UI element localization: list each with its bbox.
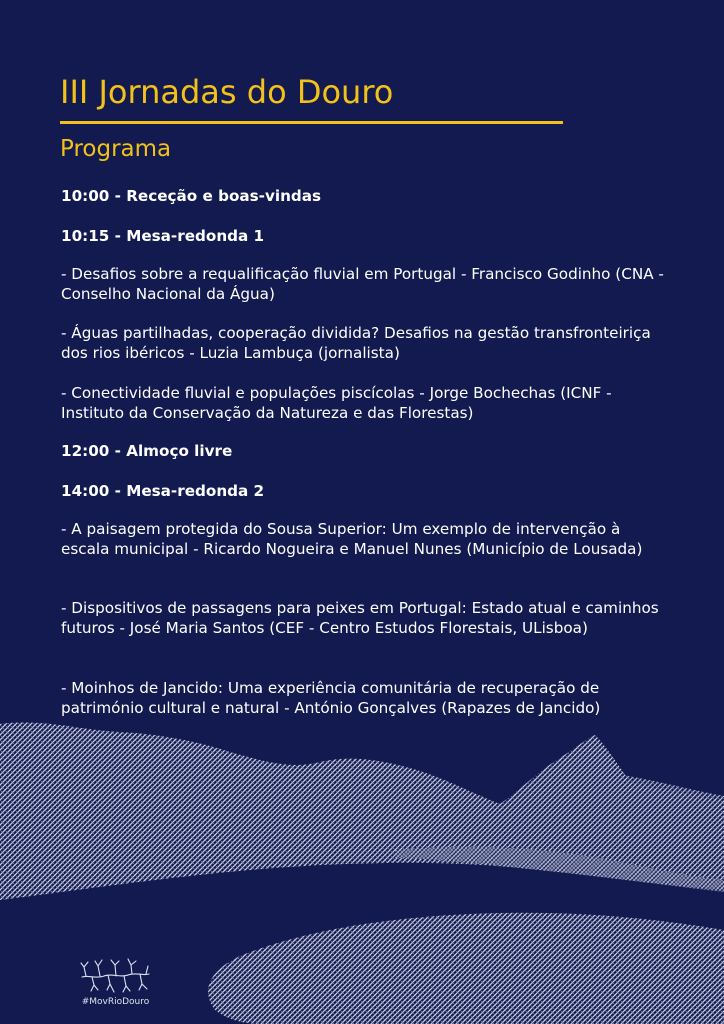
hashtag-label: #MovRioDouro [81,997,150,1007]
program-item-talk: - Águas partilhadas, cooperação dividida? Desafios na gestão transfronteiriça dos rios ibéricos - Luzia Lambuça (jornalista) [61,324,651,362]
page-title: III Jornadas do Douro [60,73,394,111]
page-subtitle: Programa [60,136,172,162]
program-item-roundtable-1: 10:15 - Mesa-redonda 1 [61,227,265,245]
river-network-logo-icon [80,957,151,995]
program-item-talk: - Dispositivos de passagens para peixes em Portugal: Estado atual e caminhos futuros - José Maria Santos (CEF - Centro Estudos Florestais, ULisboa) [61,599,659,637]
program-item-talk: - Moinhos de Jancido: Uma experiência comunitária de recuperação de património cultural e natural - António Gonçalves (Rapazes de Jancido) [61,679,601,717]
program-item-talk: - A paisagem protegida do Sousa Superior: Um exemplo de intervenção à escala municipal - Ricardo Nogueira e Manuel Nunes (Município de Lousada) [61,520,643,558]
program-item-welcome: 10:00 - Receção e boas-vindas [61,187,322,205]
hashtag-badge [64,947,167,1024]
program-item-roundtable-2: 14:00 - Mesa-redonda 2 [61,482,265,500]
program-item-talk: - Conectividade fluvial e populações piscícolas - Jorge Bochechas (ICNF - Instituto da Conservação da Natureza e das Florestas) [61,384,612,422]
program-item-talk: - Desafios sobre a requalificação fluvial em Portugal - Francisco Godinho (CNA - Conselho Nacional da Água) [61,265,664,303]
title-underline [60,121,563,124]
program-item-lunch: 12:00 - Almoço livre [61,442,233,460]
